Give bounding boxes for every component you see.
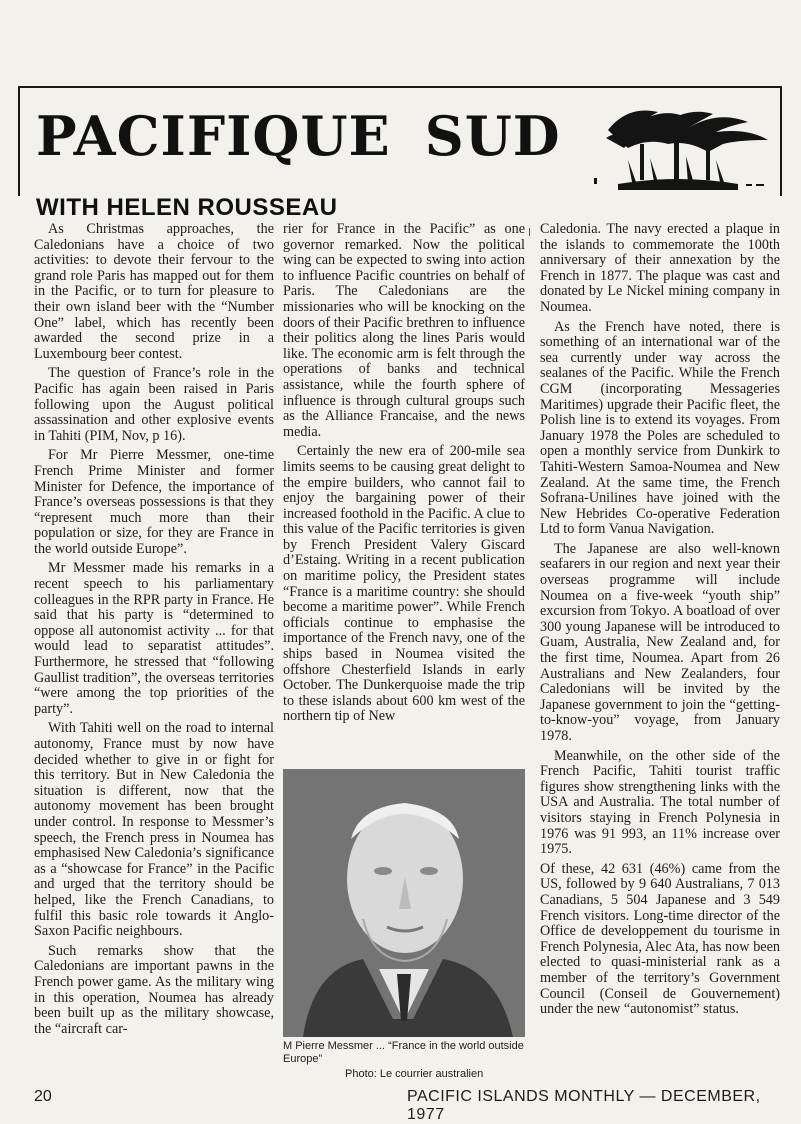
paragraph: The Japanese are also well-known seafarers in our region and next year their overseas programme will include Noumea on a five-week “youth ship” excursion from Tokyo. A boatload of over 300 young Japanese will be introduced to Guam, Australia, New Zealand and, for the first time, Noumea. Apart from 26 Australians and New Zealanders, four Caledonians will be invited by the Japanese government to join the “getting-to-know-you” voyage, from January 1978.	[540, 540, 780, 744]
paragraph: Mr Messmer made his remarks in a recent speech to his parliamentary colleagues in the RPR party in France. He said that his party is “determined to oppose all autonomist activity ... for that would lead to separatist attitudes”. Furthermore, he stressed that “following Gaullist tradition”, the overseas territories “were among the top priorities of the party”.	[34, 560, 274, 717]
photo-credit: Photo: Le courrier australien	[345, 1068, 484, 1080]
masthead-word-1: PACIFIQUE	[36, 104, 391, 168]
paragraph: The question of France’s role in the Pacific has again been raised in Paris following upon the August political assassination and other explosive events in Tahiti (PIM, Nov, p 16).	[34, 365, 274, 444]
paragraph: As the French have noted, there is something of an international war of the sea currently under way across the sealanes of the Pacific. While the French CGM (incorporating Messageries Maritimes) upgrade their Pacific fleet, the Polish line is to extend its voyages. From January 1978 the Poles are scheduled to open a monthly service from Dunkirk to Tahiti-Western Samoa-Noumea and New Zealand. At the same time, the French Sofrana-Unilines have joined with the New Hebrides Co-operative Federation Ltd to form Vanua Navigation.	[540, 318, 780, 538]
photo-caption: M Pierre Messmer ... “France in the world outside Europe”	[283, 1040, 524, 1065]
publication-line: PACIFIC ISLANDS MONTHLY — DECEMBER, 1977	[407, 1088, 761, 1123]
paragraph: rier for France in the Pacific” as one governor remarked. Now the political wing can be expected to swing into action to influence Pacific countries on behalf of Paris. The Caledonians are the missionaries who will be knocking on the doors of their Pacific brethren to influence their politics along the lines Paris would like. The economic arm is felt through the operations of banks and technical assistance, while the fourth sphere of influence is through cultural groups such as the Alliance Francaise, and the news media.	[283, 222, 525, 440]
paragraph: Certainly the new era of 200-mile sea limits seems to be causing great delight to the empire builders, who cannot fail to enjoy the bargaining power of their increased foothold in the Pacific. A clue to this value of the Pacific territories is given by French President Valery Giscard d’Estaing. Writing in a recent publication on maritime policy, the President states “France is a maritime country: she should become a maritime power”. While French officials continue to emphasise the importance of the French navy, one of the ships based in Noumea visited the offshore Chesterfield Islands in early October. The Dunkerquoise made the trip to these islands about 600 km west of the northern tip of New	[283, 443, 525, 725]
page-number: 20	[34, 1088, 52, 1105]
article-column-3	[540, 222, 780, 1022]
paragraph: Meanwhile, on the other side of the French Pacific, Tahiti tourist traffic figures show strengthening links with the USA and Australia. The total number of visitors staying in French Polynesia in 1976 was 91 993, an 11% increase over 1975.	[540, 747, 780, 858]
masthead-word-2: SUD	[424, 104, 561, 168]
paragraph: Of these, 42 631 (46%) came from the US, followed by 9 640 Australians, 7 013 Canadians, 5 504 Japanese and 3 549 French visitors. Long-time director of the Office de developpement du tourisme in French Polynesia, Alec Ata, has now been elected to quasi-ministerial rank as a member of the territory’s Government Council (Conseil de Gouvernement) under the new “autonomist” status.	[540, 860, 780, 1018]
paragraph: Such remarks show that the Caledonians are important pawns in the French power game. As the military wing in this operation, Noumea has already been built up as the military showcase, the “aircraft car-	[34, 942, 274, 1037]
article-column-1	[34, 222, 274, 1041]
palm-tree-illustration	[588, 100, 778, 196]
column-rule	[529, 228, 530, 236]
paragraph: Caledonia. The navy erected a plaque in the islands to commemorate the 100th anniversary of their annexation by the French in 1877. The plaque was cast and donated by Le Nickel mining company in Noumea.	[540, 221, 780, 315]
paragraph: As Christmas approaches, the Caledonians have a choice of two activities: to devote their fervour to the grand role Paris has mapped out for them in the Pacific, or to turn for pleasure to their own island beer with the “Number One” label, which has recently been awarded the second prize in a Luxembourg beer contest.	[34, 221, 274, 362]
portrait-photo	[283, 769, 525, 1037]
byline: WITH HELEN ROUSSEAU	[36, 194, 338, 221]
article-column-2	[283, 222, 525, 759]
page-footer	[0, 1086, 801, 1123]
portrait-illustration	[283, 769, 525, 1037]
masthead-title	[36, 104, 561, 168]
paragraph: With Tahiti well on the road to internal autonomy, France must by now have decided whether to give in or fight for this territory. But in New Caledonia the situation is different, now that the autonomy movement has been brought under control. In response to Messmer’s speech, the French press in Noumea has emphasised New Caledonia’s significance as a “showcase for France” in the Pacific and urged that the territory should be helped, like the French Canadians, to fulfil this basic role towards it Anglo-Saxon Pacific neighbours.	[34, 720, 274, 940]
column-2-text	[283, 222, 525, 759]
paragraph: For Mr Pierre Messmer, one-time French Prime Minister and former Minister for Defence, the importance of France’s overseas possessions is that they “represent much more than their population or size, for they are France in the world outside Europe”.	[34, 447, 274, 557]
